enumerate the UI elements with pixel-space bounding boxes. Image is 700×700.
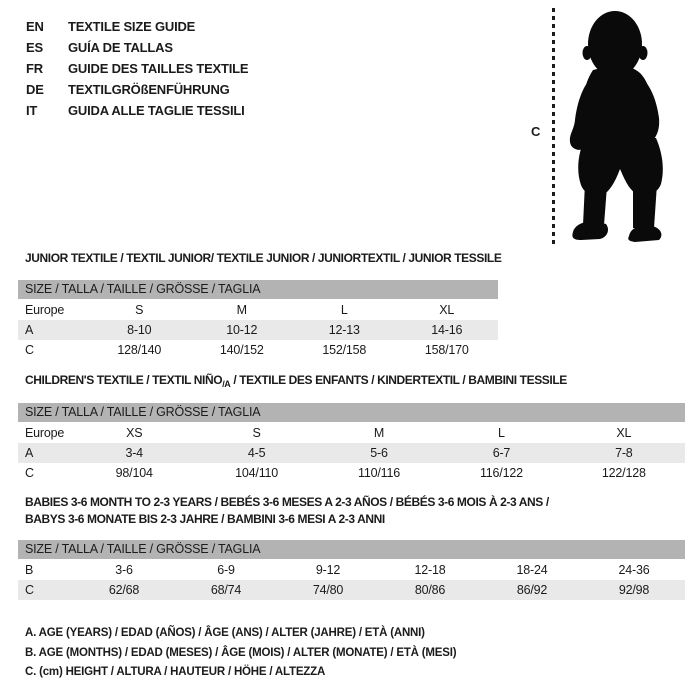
language-code: DE: [26, 82, 44, 97]
size-header-bar: SIZE / TALLA / TAILLE / GRÖSSE / TAGLIA: [18, 540, 685, 559]
size-cell: L: [340, 303, 348, 317]
language-row-de: [26, 79, 248, 100]
size-cell: M: [236, 303, 247, 317]
age-cell: 10-12: [226, 323, 258, 337]
height-cell: 116/122: [479, 466, 523, 480]
footnote-b: B. AGE (MONTHS) / EDAD (MESES) / ÂGE (MOIS) / ALTER (MONATE) / ETÀ (MESI): [25, 646, 457, 659]
size-cell: L: [498, 426, 505, 440]
language-label: GUIDA ALLE TAGLIE TESSILI: [68, 103, 245, 118]
children-table: [18, 403, 685, 483]
language-title-block: [26, 16, 248, 121]
table-row-height: [18, 580, 685, 600]
height-cell: 122/128: [601, 466, 646, 480]
height-cell: 98/104: [115, 466, 153, 480]
footnote-c: C. (cm) HEIGHT / ALTURA / HAUTEUR / HÖHE / ALTEZZA: [25, 666, 326, 678]
height-cell: 140/152: [219, 343, 264, 357]
table-row-europe: [18, 300, 498, 320]
babies-title-line2: BABYS 3-6 MONATE BIS 2-3 JAHRE / BAMBINI 3-6 MESI A 2-3 ANNI: [25, 512, 385, 526]
babies-title-line1: BABIES 3-6 MONTH TO 2-3 YEARS / BEBÉS 3-6 MESES A 2-3 AÑOS / BÉBÉS 3-6 MOIS À 2-3 ANS /: [25, 495, 549, 509]
row-label: Europe: [25, 426, 65, 440]
language-code: ES: [26, 40, 43, 55]
children-table-title: [25, 373, 567, 389]
height-cell: 68/74: [210, 583, 242, 597]
age-cell: 3-4: [125, 446, 143, 460]
size-header-bar: SIZE / TALLA / TAILLE / GRÖSSE / TAGLIA: [18, 403, 685, 422]
height-cell: 74/80: [312, 583, 344, 597]
language-row-es: [26, 37, 248, 58]
size-cell: XL: [439, 303, 455, 317]
table-row-age: [18, 320, 498, 340]
table-row-age: [18, 443, 685, 463]
row-label: C: [25, 583, 34, 597]
age-cell: 3-6: [115, 563, 133, 577]
babies-table: [18, 540, 685, 600]
table-row-height: [18, 463, 685, 483]
language-row-it: [26, 100, 248, 121]
age-cell: 12-18: [414, 563, 446, 577]
height-cell: 128/140: [117, 343, 162, 357]
row-label: Europe: [25, 303, 65, 317]
age-cell: 7-8: [615, 446, 633, 460]
language-row-fr: [26, 58, 248, 79]
height-cell: 92/98: [618, 583, 650, 597]
age-cell: 18-24: [516, 563, 548, 577]
age-cell: 6-7: [492, 446, 511, 460]
size-cell: XL: [616, 426, 632, 440]
row-label: B: [25, 563, 34, 577]
size-cell: S: [135, 303, 144, 317]
language-code: IT: [26, 103, 38, 118]
toddler-silhouette: [560, 8, 672, 244]
age-cell: 5-6: [370, 446, 388, 460]
language-code: FR: [26, 61, 43, 76]
table-row-age-months: [18, 560, 685, 580]
age-cell: 12-13: [328, 323, 360, 337]
height-cell: 110/116: [358, 466, 400, 480]
height-measure-label: C: [531, 124, 541, 139]
size-header-bar: SIZE / TALLA / TAILLE / GRÖSSE / TAGLIA: [18, 280, 498, 299]
language-row-en: [26, 16, 248, 37]
size-cell: M: [373, 426, 385, 440]
language-label: TEXTILGRÖßENFÜHRUNG: [68, 82, 230, 97]
age-cell: 24-36: [618, 563, 650, 577]
age-cell: 9-12: [315, 563, 341, 577]
row-label: A: [25, 323, 34, 337]
size-cell: XS: [126, 426, 143, 440]
age-cell: 6-9: [217, 563, 235, 577]
junior-table-title: JUNIOR TEXTILE / TEXTIL JUNIOR/ TEXTILE JUNIOR / JUNIORTEXTIL / JUNIOR TESSILE: [25, 251, 502, 265]
babies-table-title: [25, 494, 549, 528]
language-label: TEXTILE SIZE GUIDE: [68, 19, 196, 34]
height-cell: 104/110: [235, 466, 279, 480]
height-cell: 80/86: [414, 583, 446, 597]
height-measure-dotted-line: [552, 8, 555, 246]
children-title-part1: CHILDREN'S TEXTILE / TEXTIL NIÑO: [25, 373, 223, 387]
row-label: C: [25, 466, 34, 480]
age-cell: 14-16: [431, 323, 463, 337]
size-cell: S: [252, 426, 261, 440]
language-label: GUIDE DES TAILLES TEXTILE: [68, 61, 249, 76]
table-row-height: [18, 340, 498, 360]
height-cell: 158/170: [424, 343, 469, 357]
row-label: A: [25, 446, 34, 460]
footnote-a: A. AGE (YEARS) / EDAD (AÑOS) / ÂGE (ANS) / ALTER (JAHRE) / ETÀ (ANNI): [25, 627, 425, 639]
children-title-subscript: /A: [222, 379, 231, 389]
language-code: EN: [26, 19, 44, 34]
table-row-europe: [18, 423, 685, 443]
language-label: GUÍA DE TALLAS: [68, 40, 173, 55]
age-cell: 4-5: [247, 446, 266, 460]
row-label: C: [25, 343, 34, 357]
age-cell: 8-10: [127, 323, 152, 337]
footnotes-block: [25, 624, 456, 683]
height-cell: 62/68: [108, 583, 140, 597]
junior-table: [18, 280, 498, 360]
height-cell: 86/92: [516, 583, 548, 597]
height-cell: 152/158: [322, 343, 367, 357]
children-title-part2: / TEXTILE DES ENFANTS / KINDERTEXTIL / BAMBINI TESSILE: [230, 373, 567, 387]
